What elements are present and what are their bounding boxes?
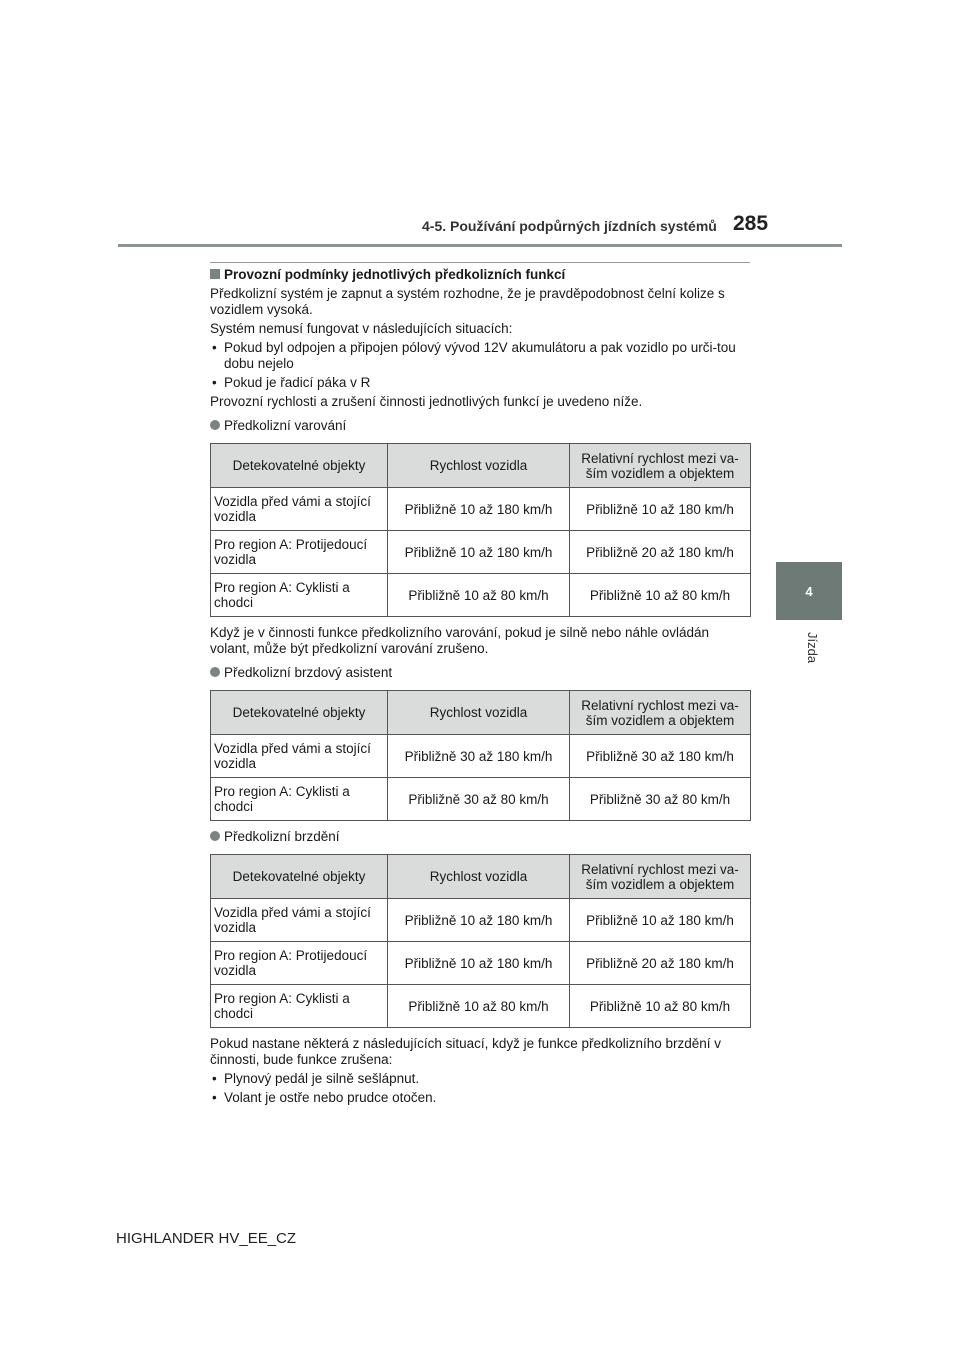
column-header: Detekovatelné objekty: [211, 855, 388, 899]
column-header: Rychlost vozidla: [388, 855, 570, 899]
table-cell: Pro region A: Protijedoucí vozidla: [211, 942, 388, 985]
table-cell: Pro region A: Cyklisti a chodci: [211, 778, 388, 821]
paragraph: Systém nemusí fungovat v následujících situacích:: [210, 321, 513, 336]
paragraph: Provozní rychlosti a zrušení činnosti jednotlivých funkcí je uvedeno níže.: [210, 394, 643, 409]
table-cell: Přibližně 10 až 80 km/h: [570, 985, 751, 1028]
column-header: Detekovatelné objekty: [211, 691, 388, 735]
subsection-heading: [210, 665, 750, 681]
page-number: 285: [733, 212, 769, 235]
table-row: [211, 899, 751, 942]
paragraph: Předkolizní systém je zapnut a systém rozhodne, že je pravděpodobnost čelní kolize s vozidlem vysoká.: [210, 286, 725, 317]
table-cell: Přibližně 10 až 80 km/h: [388, 574, 570, 617]
table-row: [211, 488, 751, 531]
table-header-row: [211, 855, 751, 899]
braking-table: [210, 854, 751, 1028]
paragraph: Pokud nastane některá z následujících situací, když je funkce předkolizního brzdění v činnosti, bude funkce zrušena:: [210, 1036, 722, 1067]
circle-bullet-icon: [210, 667, 220, 677]
warning-table: [210, 443, 751, 617]
table-cell: Vozidla před vámi a stojící vozidla: [211, 899, 388, 942]
table-cell: Přibližně 10 až 180 km/h: [388, 942, 570, 985]
subsection-title: Předkolizní brzdění: [224, 829, 340, 844]
column-header: Detekovatelné objekty: [211, 444, 388, 488]
column-header: Relativní rychlost mezi va-ším vozidlem a objektem: [570, 444, 751, 488]
subsection-title: Předkolizní varování: [224, 418, 347, 433]
section-heading: [210, 267, 750, 283]
circle-bullet-icon: [210, 420, 220, 430]
column-header: Rychlost vozidla: [388, 444, 570, 488]
table-cell: Přibližně 10 až 80 km/h: [388, 985, 570, 1028]
table-row: [211, 735, 751, 778]
table-cell: Přibližně 10 až 80 km/h: [570, 574, 751, 617]
table-cell: Přibližně 10 až 180 km/h: [388, 899, 570, 942]
list-item: • Pokud byl odpojen a připojen pólový vývod 12V akumulátoru a pak vozidlo po urči-tou dobu nejelo: [210, 340, 750, 372]
chapter-label: Jízda: [805, 632, 820, 664]
section-heading-text: Provozní podmínky jednotlivých předkolizních funkcí: [224, 267, 566, 282]
table-header-row: [211, 691, 751, 735]
table-cell: Přibližně 30 až 80 km/h: [388, 778, 570, 821]
table-row: [211, 531, 751, 574]
header-rule: [118, 244, 842, 247]
table-row: [211, 942, 751, 985]
table-row: [211, 985, 751, 1028]
square-bullet-icon: [210, 269, 220, 279]
column-header: Relativní rychlost mezi va-ším vozidlem a objektem: [570, 855, 751, 899]
subsection-title: Předkolizní brzdový asistent: [224, 665, 393, 680]
table-header-row: [211, 444, 751, 488]
table-cell: Přibližně 30 až 180 km/h: [388, 735, 570, 778]
section-rule: [210, 262, 750, 263]
paragraph: Když je v činnosti funkce předkolizního varování, pokud je silně nebo náhle ovládán volant, může být předkolizní varování zrušeno.: [210, 625, 710, 656]
list-item: • Plynový pedál je silně sešlápnut.: [210, 1071, 750, 1087]
table-cell: Přibližně 20 až 180 km/h: [570, 531, 751, 574]
table-cell: Pro region A: Cyklisti a chodci: [211, 985, 388, 1028]
section-title: 4-5. Používání podpůrných jízdních systémů: [422, 218, 717, 234]
table-cell: Přibližně 10 až 180 km/h: [570, 899, 751, 942]
table-cell: Přibližně 30 až 180 km/h: [570, 735, 751, 778]
table-row: [211, 574, 751, 617]
subsection-heading: [210, 829, 750, 845]
list-item: • Pokud je řadicí páka v R: [210, 375, 750, 391]
main-content: [210, 262, 750, 1109]
subsection-heading: [210, 418, 750, 434]
table-cell: Přibližně 10 až 180 km/h: [388, 488, 570, 531]
table-cell: Přibližně 10 až 180 km/h: [388, 531, 570, 574]
chapter-tab: [776, 562, 842, 620]
table-cell: Přibližně 10 až 180 km/h: [570, 488, 751, 531]
column-header: Rychlost vozidla: [388, 691, 570, 735]
table-cell: Pro region A: Cyklisti a chodci: [211, 574, 388, 617]
table-cell: Vozidla před vámi a stojící vozidla: [211, 488, 388, 531]
table-row: [211, 778, 751, 821]
list-item: • Volant je ostře nebo prudce otočen.: [210, 1090, 750, 1106]
circle-bullet-icon: [210, 831, 220, 841]
table-cell: Pro region A: Protijedoucí vozidla: [211, 531, 388, 574]
table-cell: Přibližně 30 až 80 km/h: [570, 778, 751, 821]
brake-assist-table: [210, 690, 751, 821]
chapter-number: 4: [805, 583, 813, 599]
footer-model: HIGHLANDER HV_EE_CZ: [116, 1230, 297, 1247]
column-header: Relativní rychlost mezi va-ším vozidlem a objektem: [570, 691, 751, 735]
table-cell: Vozidla před vámi a stojící vozidla: [211, 735, 388, 778]
table-cell: Přibližně 20 až 180 km/h: [570, 942, 751, 985]
